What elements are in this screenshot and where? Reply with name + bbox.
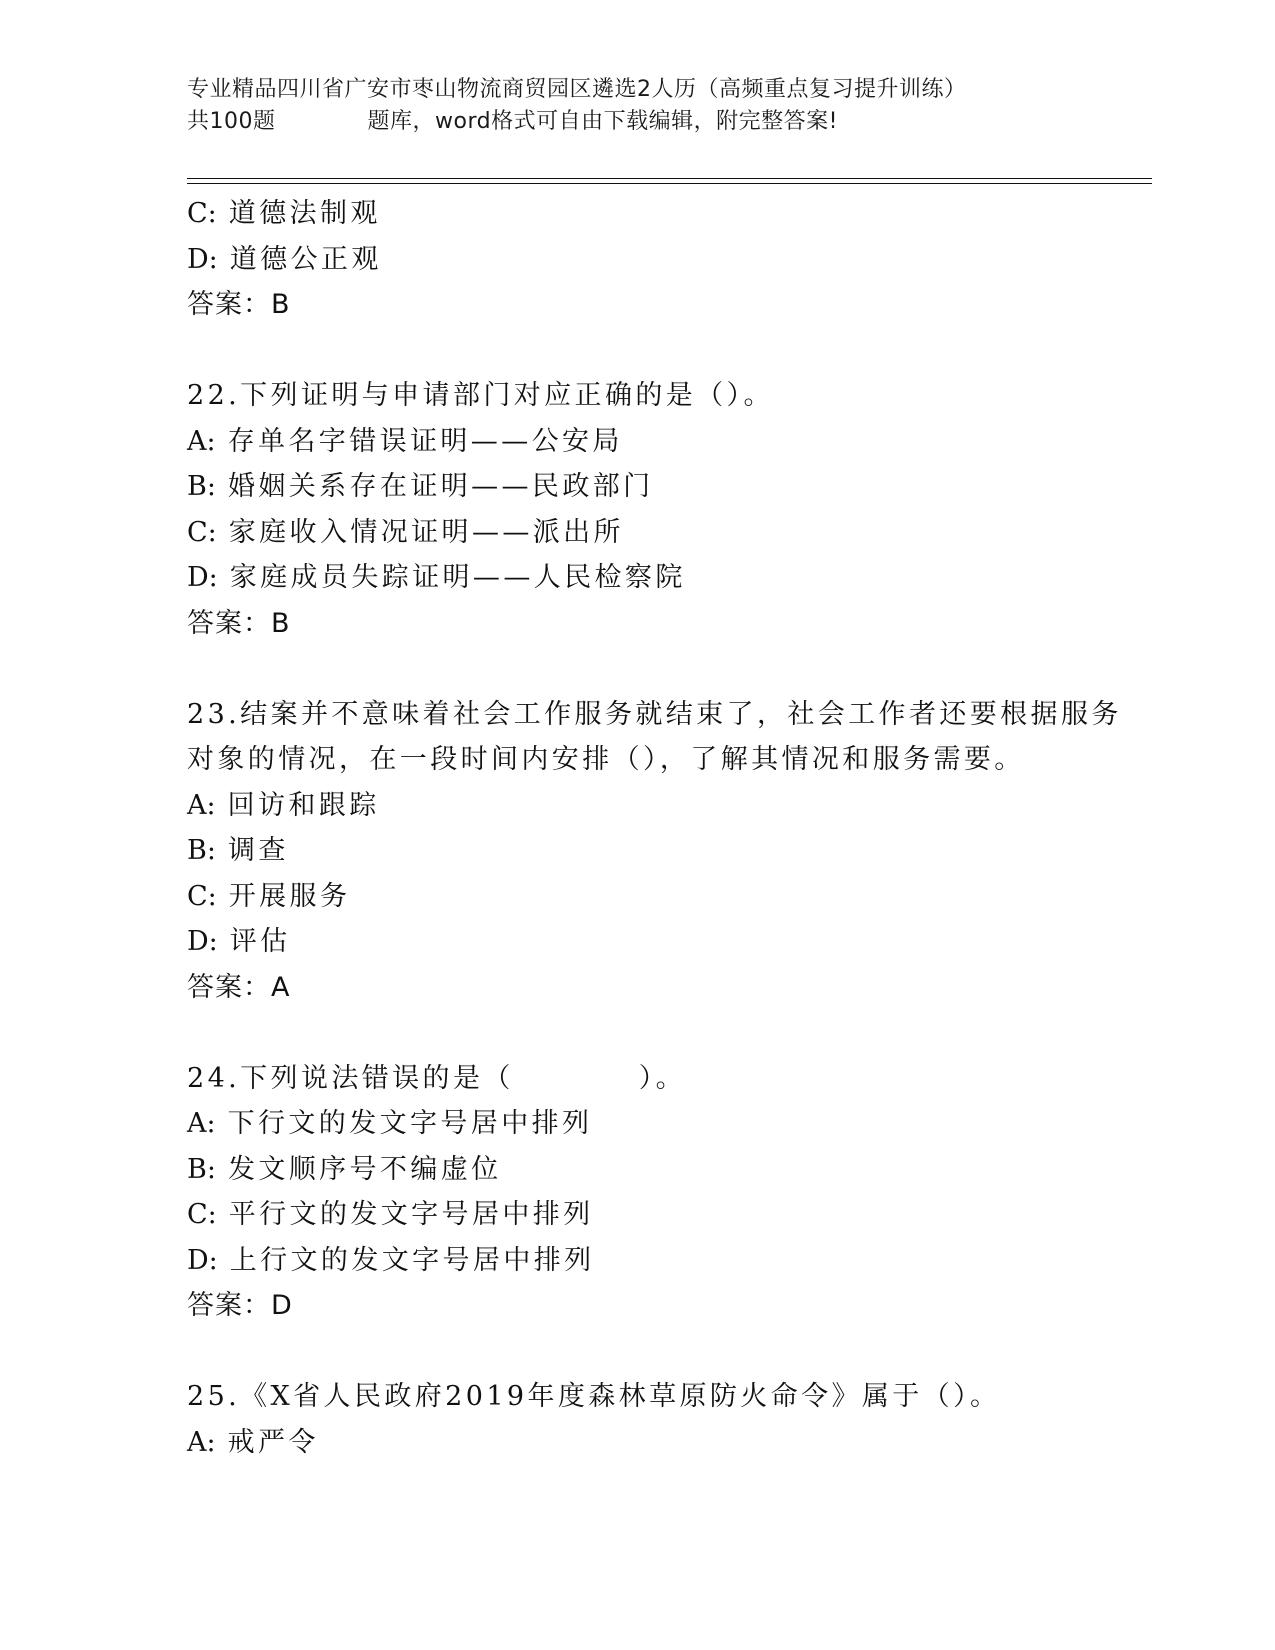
question-stem: 25.《X省人民政府2019年度森林草原防火命令》属于（）。 xyxy=(187,1381,1001,1412)
header-description: 题库，word格式可自由下载编辑，附完整答案! xyxy=(367,109,838,134)
option-line xyxy=(187,1238,1087,1284)
option-key: B: xyxy=(187,471,216,502)
option-text: 家庭成员失踪证明——人民检察院 xyxy=(229,562,686,593)
option-line xyxy=(187,874,1087,920)
option-line xyxy=(187,419,1087,465)
question-stem xyxy=(187,1056,1087,1102)
option-key: D: xyxy=(187,926,218,957)
option-text: 开展服务 xyxy=(228,880,351,912)
option-key: A: xyxy=(187,425,216,457)
option-line xyxy=(187,919,1087,965)
option-key: A: xyxy=(187,1108,216,1139)
answer-line: 答案：A xyxy=(187,971,291,1003)
option-line xyxy=(187,828,1087,874)
answer-line: 答案：D xyxy=(187,1290,293,1321)
option-line xyxy=(187,237,1087,283)
option-line xyxy=(187,510,1087,556)
question-content xyxy=(187,191,1122,1465)
option-key: C: xyxy=(187,880,217,912)
question-stem-prefix: 24.下列说法错误的是（ xyxy=(187,1062,514,1094)
question-stem-suffix: ）。 xyxy=(638,1062,687,1094)
option-line xyxy=(187,555,1087,601)
header-divider-top xyxy=(187,178,1152,179)
option-key: D: xyxy=(187,562,218,593)
answer-line: 答案：B xyxy=(187,607,291,639)
option-key: D: xyxy=(187,243,218,275)
question-stem-continued: 对象的情况，在一段时间内安排（），了解其情况和服务需要。 xyxy=(187,744,1025,775)
option-key: D: xyxy=(187,1244,218,1276)
header-divider-bottom xyxy=(187,183,1152,184)
option-text: 下行文的发文字号居中排列 xyxy=(227,1108,593,1139)
option-text: 调查 xyxy=(227,835,289,866)
question-stem: 22.下列证明与申请部门对应正确的是（）。 xyxy=(187,380,774,411)
header-title-line: 专业精品四川省广安市枣山物流商贸园区遴选2人历（高频重点复习提升训练） xyxy=(187,77,967,102)
question-stem: 23.结案并不意味着社会工作服务就结束了，社会工作者还要根据服务 xyxy=(187,698,1122,730)
document-header xyxy=(187,74,1087,138)
option-line xyxy=(187,1147,1087,1193)
header-subtitle-line xyxy=(187,106,1087,138)
option-text: 评估 xyxy=(229,926,291,957)
header-question-count: 共100题 xyxy=(187,109,276,134)
option-line xyxy=(187,1101,1087,1147)
option-key: A: xyxy=(187,789,216,821)
option-line xyxy=(187,1192,1087,1238)
option-key: A: xyxy=(187,1426,216,1458)
option-text: 发文顺序号不编虚位 xyxy=(227,1153,502,1185)
option-line xyxy=(187,464,1087,510)
option-line xyxy=(187,191,1087,237)
option-text: 回访和跟踪 xyxy=(227,789,380,821)
answer-line: 答案：B xyxy=(187,289,291,320)
option-line xyxy=(187,783,1087,829)
option-text: 戒严令 xyxy=(227,1426,319,1458)
option-text: 婚姻关系存在证明——民政部门 xyxy=(227,471,654,502)
option-text: 家庭收入情况证明——派出所 xyxy=(228,516,624,548)
option-line xyxy=(187,1420,1087,1466)
option-text: 道德法制观 xyxy=(228,198,381,229)
option-text: 上行文的发文字号居中排列 xyxy=(229,1244,595,1276)
option-text: 存单名字错误证明——公安局 xyxy=(227,425,623,457)
option-text: 道德公正观 xyxy=(229,243,382,275)
option-key: C: xyxy=(187,516,217,548)
option-key: B: xyxy=(187,835,216,866)
option-text: 平行文的发文字号居中排列 xyxy=(228,1199,594,1230)
option-key: C: xyxy=(187,1199,217,1230)
option-key: B: xyxy=(187,1153,216,1185)
option-key: C: xyxy=(187,198,217,229)
